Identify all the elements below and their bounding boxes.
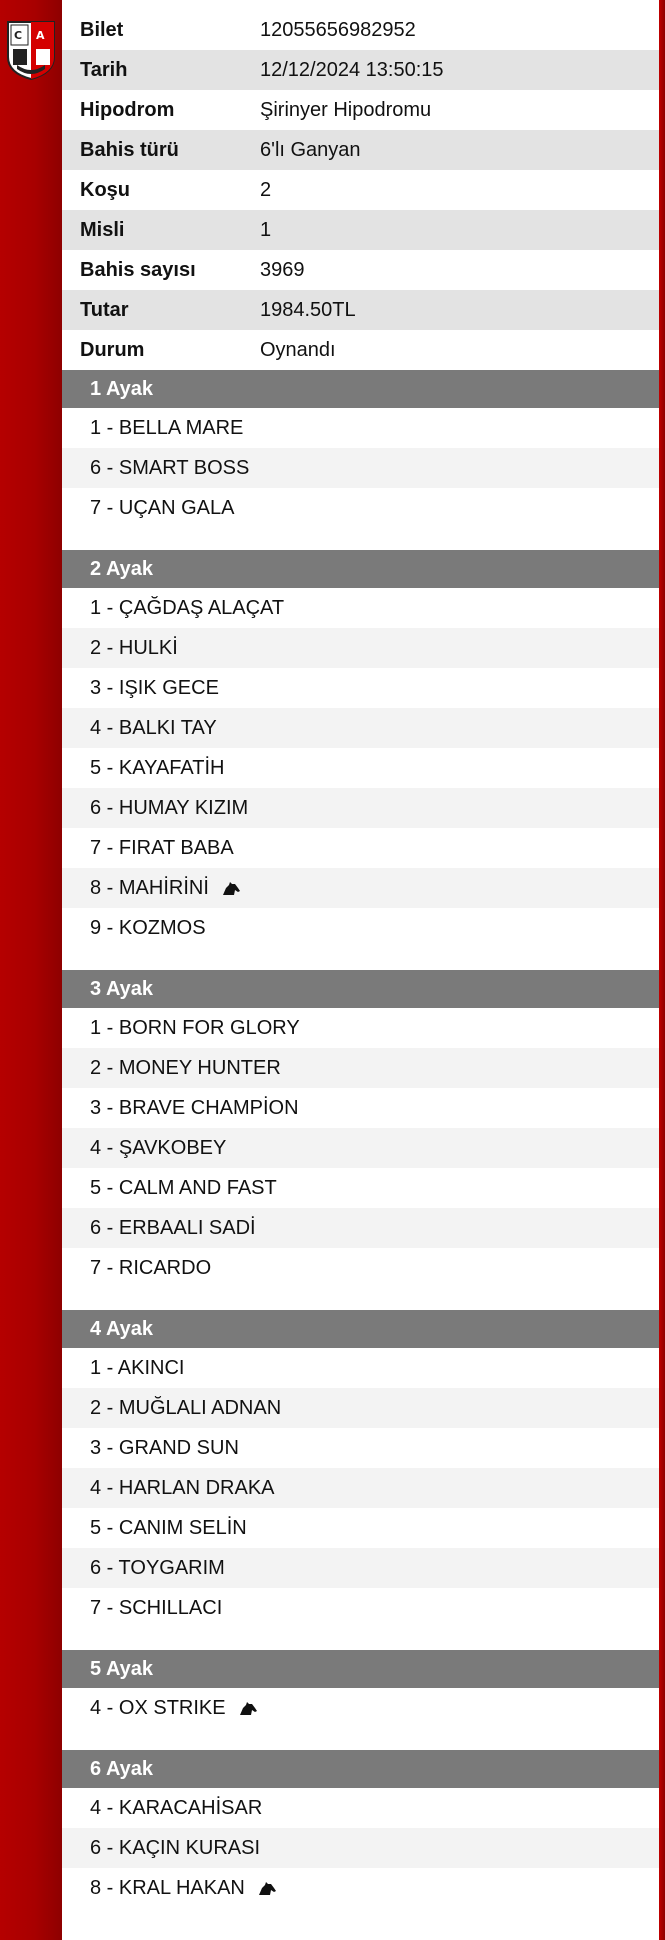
leg-section: [62, 1650, 659, 1750]
horse-name: 5 - KAYAFATİH: [90, 756, 225, 779]
ticket-info-value: Şirinyer Hipodromu: [260, 98, 432, 121]
ticket-info-label: Tutar: [80, 298, 129, 321]
horse-row: [62, 1088, 659, 1128]
left-decorative-band: [0, 0, 62, 1940]
leg-header: 6 Ayak: [62, 1750, 659, 1788]
horse-name: 5 - CALM AND FAST: [90, 1176, 277, 1199]
horse-row: [62, 408, 659, 448]
horse-name: 7 - FIRAT BABA: [90, 836, 234, 859]
ticket-detail-panel: [62, 10, 659, 1930]
ticket-info-row: [62, 290, 659, 330]
ticket-info-value: 6'lı Ganyan: [260, 138, 361, 161]
horse-row: [62, 788, 659, 828]
horse-name: 4 - OX STRIKE: [90, 1696, 226, 1719]
horse-name: 4 - ŞAVKOBEY: [90, 1136, 227, 1159]
horse-row: [62, 1828, 659, 1868]
horse-name: 2 - MONEY HUNTER: [90, 1056, 281, 1079]
ticket-info-label: Durum: [80, 338, 145, 361]
horse-name: 1 - AKINCI: [90, 1356, 185, 1379]
leg-horse-list: [62, 1688, 659, 1728]
leg-spacer: [62, 1628, 659, 1650]
horse-name: 3 - IŞIK GECE: [90, 676, 219, 699]
horse-row: [62, 1508, 659, 1548]
ticket-info-value: 1: [260, 218, 272, 241]
horse-name: 6 - HUMAY KIZIM: [90, 796, 249, 819]
svg-text:A: A: [36, 29, 45, 42]
leg-section: [62, 1310, 659, 1650]
ticket-info-value: 3969: [260, 258, 305, 281]
horse-row: [62, 1348, 659, 1388]
ticket-info-row: [62, 10, 659, 50]
horse-name: 4 - HARLAN DRAKA: [90, 1476, 275, 1499]
horse-name: 9 - KOZMOS: [90, 916, 206, 939]
horse-row: [62, 908, 659, 948]
legs-list: [62, 370, 659, 1930]
ticket-info-label: Misli: [80, 218, 125, 241]
leg-section: [62, 1750, 659, 1930]
horse-row: [62, 868, 659, 908]
horse-name: 4 - KARACAHİSAR: [90, 1796, 263, 1819]
horse-name: 2 - HULKİ: [90, 636, 178, 659]
horse-row: [62, 1128, 659, 1168]
horse-name: 6 - TOYGARIM: [90, 1556, 225, 1579]
horse-name: 8 - MAHİRİNİ: [90, 876, 209, 899]
horse-head-icon: [238, 1700, 258, 1716]
horse-row: [62, 1428, 659, 1468]
horse-row: [62, 628, 659, 668]
horse-name: 3 - GRAND SUN: [90, 1436, 239, 1459]
horse-name: 7 - UÇAN GALA: [90, 496, 235, 519]
leg-header: 3 Ayak: [62, 970, 659, 1008]
leg-spacer: [62, 948, 659, 970]
horse-row: [62, 708, 659, 748]
ticket-info-value: 12/12/2024 13:50:15: [260, 58, 444, 81]
horse-name: 1 - BELLA MARE: [90, 416, 244, 439]
horse-row: [62, 1468, 659, 1508]
leg-section: [62, 970, 659, 1310]
ticket-info-value: 2: [260, 178, 272, 201]
horse-row: [62, 1688, 659, 1728]
ticket-info-value: 1984.50TL: [260, 298, 356, 321]
ticket-info-label: Tarih: [80, 58, 128, 81]
svg-text:C: C: [14, 29, 23, 42]
leg-header: 1 Ayak: [62, 370, 659, 408]
horse-row: [62, 668, 659, 708]
horse-row: [62, 1868, 659, 1908]
leg-section: [62, 550, 659, 970]
leg-spacer: [62, 1908, 659, 1930]
horse-name: 8 - KRAL HAKAN: [90, 1876, 245, 1899]
ticket-info-row: [62, 170, 659, 210]
horse-row: [62, 588, 659, 628]
horse-row: [62, 828, 659, 868]
leg-spacer: [62, 1288, 659, 1310]
ticket-info-row: [62, 330, 659, 370]
ticket-info-row: [62, 210, 659, 250]
horse-name: 3 - BRAVE CHAMPİON: [90, 1096, 299, 1119]
horse-name: 2 - MUĞLALI ADNAN: [90, 1396, 282, 1419]
horse-name: 6 - SMART BOSS: [90, 456, 250, 479]
leg-spacer: [62, 528, 659, 550]
leg-header: 4 Ayak: [62, 1310, 659, 1348]
horse-row: [62, 488, 659, 528]
club-shield-logo: [5, 19, 57, 81]
horse-name: 7 - SCHILLACI: [90, 1596, 223, 1619]
leg-spacer: [62, 1728, 659, 1750]
horse-head-icon: [257, 1880, 277, 1896]
ticket-info-label: Hipodrom: [80, 98, 175, 121]
ticket-info-value: 12055656982952: [260, 18, 416, 41]
ticket-info-value: Oynandı: [260, 338, 336, 361]
ticket-info-label: Bilet: [80, 18, 124, 41]
ticket-info-row: [62, 130, 659, 170]
leg-header: 5 Ayak: [62, 1650, 659, 1688]
leg-horse-list: [62, 1348, 659, 1628]
ticket-info-row: [62, 50, 659, 90]
ticket-info-table: [62, 10, 659, 370]
ticket-info-row: [62, 250, 659, 290]
horse-name: 1 - ÇAĞDAŞ ALAÇAT: [90, 596, 285, 619]
horse-row: [62, 448, 659, 488]
horse-row: [62, 1168, 659, 1208]
horse-row: [62, 1548, 659, 1588]
horse-row: [62, 1008, 659, 1048]
horse-head-icon: [221, 880, 241, 896]
horse-row: [62, 1048, 659, 1088]
horse-row: [62, 1388, 659, 1428]
leg-horse-list: [62, 588, 659, 948]
horse-name: 1 - BORN FOR GLORY: [90, 1016, 300, 1039]
horse-name: 6 - KAÇIN KURASI: [90, 1836, 261, 1859]
ticket-info-label: Koşu: [80, 178, 130, 201]
right-decorative-band: [659, 0, 665, 1940]
ticket-info-row: [62, 90, 659, 130]
leg-section: [62, 370, 659, 550]
horse-name: 4 - BALKI TAY: [90, 716, 217, 739]
horse-row: [62, 748, 659, 788]
horse-row: [62, 1588, 659, 1628]
horse-name: 5 - CANIM SELİN: [90, 1516, 247, 1539]
leg-horse-list: [62, 1788, 659, 1908]
horse-row: [62, 1208, 659, 1248]
ticket-info-label: Bahis türü: [80, 138, 179, 161]
horse-name: 7 - RICARDO: [90, 1256, 212, 1279]
horse-name: 6 - ERBAALI SADİ: [90, 1216, 256, 1239]
ticket-info-label: Bahis sayısı: [80, 258, 196, 281]
leg-horse-list: [62, 408, 659, 528]
leg-horse-list: [62, 1008, 659, 1288]
leg-header: 2 Ayak: [62, 550, 659, 588]
horse-row: [62, 1788, 659, 1828]
horse-row: [62, 1248, 659, 1288]
